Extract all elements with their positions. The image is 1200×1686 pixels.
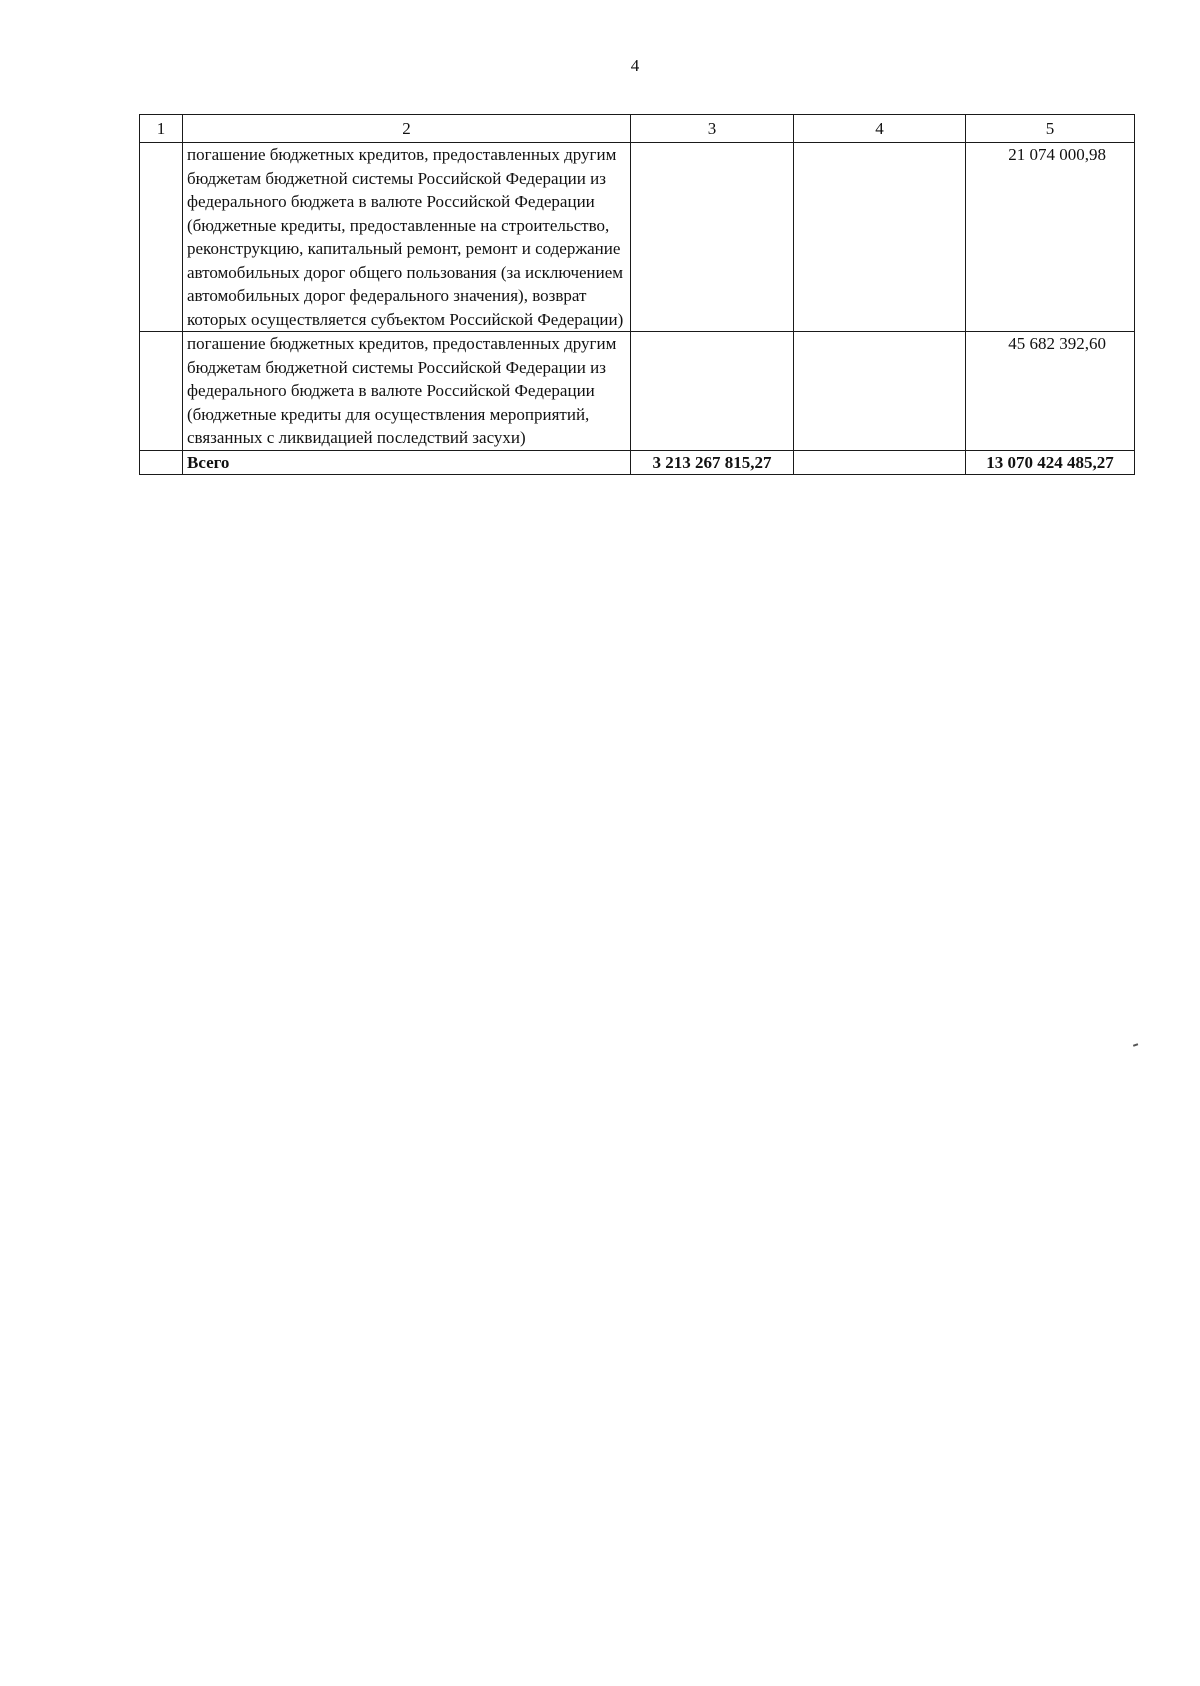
row-2-col-1: [140, 332, 183, 451]
header-col-1: 1: [140, 115, 183, 143]
scan-mark: [1133, 1043, 1138, 1046]
header-col-3: 3: [631, 115, 794, 143]
row-2-col-4: [794, 332, 966, 451]
total-col-3-amount: 3 213 267 815,27: [631, 450, 794, 475]
total-col-4: [794, 450, 966, 475]
total-col-1: [140, 450, 183, 475]
table-header-row: [140, 115, 1135, 143]
table-row: [140, 332, 1135, 451]
header-col-2: 2: [183, 115, 631, 143]
row-1-description: погашение бюджетных кредитов, предоставленных другим бюджетам бюджетной системы Российской Федерации из федерального бюджета в валюте Российской Федерации (бюджетные кредиты, предоставленные на строительство, реконструкцию, капитальный ремонт, ремонт и содержание автомобильных дорог общего пользования (за исключением автомобильных дорог федерального значения), возврат которых осуществляется субъектом Российской Федерации): [183, 143, 631, 332]
budget-table: [139, 114, 1135, 475]
table-row: [140, 143, 1135, 332]
row-1-col-1: [140, 143, 183, 332]
total-col-5-amount: 13 070 424 485,27: [966, 450, 1135, 475]
row-2-col-3: [631, 332, 794, 451]
row-2-amount: 45 682 392,60: [966, 332, 1135, 451]
row-1-amount: 21 074 000,98: [966, 143, 1135, 332]
page-number: 4: [630, 56, 640, 75]
header-col-5: 5: [966, 115, 1135, 143]
row-1-col-3: [631, 143, 794, 332]
row-1-col-4: [794, 143, 966, 332]
header-col-4: 4: [794, 115, 966, 143]
total-label: Всего: [183, 450, 631, 475]
row-2-description: погашение бюджетных кредитов, предоставленных другим бюджетам бюджетной системы Российской Федерации из федерального бюджета в валюте Российской Федерации (бюджетные кредиты для осуществления мероприятий, связанных с ликвидацией последствий засухи): [183, 332, 631, 451]
total-row: [140, 450, 1135, 475]
